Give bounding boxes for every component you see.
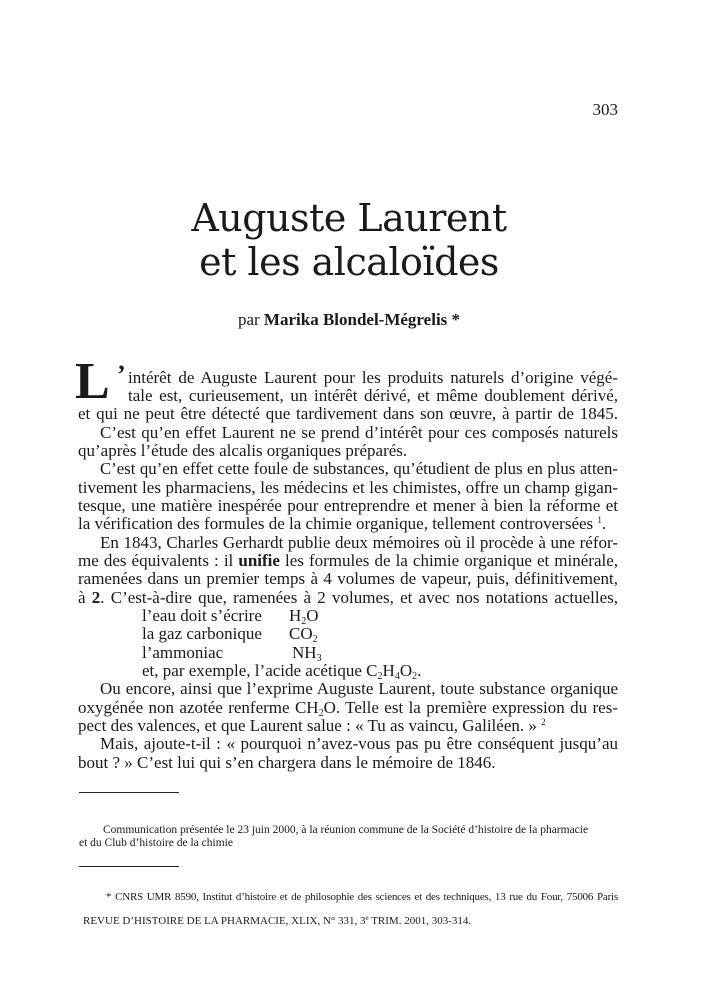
- text-span: REVUE D’HISTOIRE DE LA PHARMACIE, XLIX, N° 331, 3: [83, 915, 366, 927]
- formula-part: H: [289, 606, 302, 625]
- text-span: me des équivalents : il: [78, 551, 234, 570]
- formula-label-carbon-dioxide: la gaz carbonique: [142, 624, 262, 643]
- footnote-separator: [79, 792, 179, 793]
- article-title-line-1: Auguste Laurent: [191, 196, 507, 240]
- article-title-line-2: et les alcaloïdes: [199, 240, 499, 284]
- journal-reference: [83, 915, 471, 928]
- formula-part: O: [306, 606, 319, 625]
- text-span: et, par exemple, l’acide acétique C: [142, 661, 378, 680]
- formula-subscript: 4: [394, 671, 400, 682]
- paragraph-3-text: la vérification des formules de la chimie organique, tellement controversées: [78, 514, 594, 533]
- paragraph-5-line: [78, 717, 618, 735]
- paragraph-3-line: tivement les pharmaciens, les médecins et les chimistes, offre un champ gigan-: [78, 478, 618, 497]
- byline-prefix: par: [237, 310, 260, 329]
- paragraph-2-line: qu’après l’étude des alcalis organiques préparés.: [78, 441, 408, 460]
- formula-subscript: 3: [316, 653, 322, 664]
- page-number: 303: [592, 100, 618, 119]
- paragraph-6-line: Mais, ajoute-t-il : « pourquoi n’avez-vous pas pu être conséquent jusqu’au: [100, 734, 618, 753]
- text-span: les formules de la chimie organique et minérale,: [285, 551, 619, 570]
- footnote-communication-line: et du Club d’histoire de la chimie: [79, 837, 233, 849]
- paragraph-4-line: ramenées dans un premier temps à 4 volumes de vapeur, puis, définitivement,: [78, 569, 618, 588]
- drop-cap-apostrophe: ’: [117, 360, 126, 389]
- formula-part: CO: [289, 624, 313, 643]
- acetic-acid-line: [142, 662, 421, 680]
- paragraph-1-line: intérêt de Auguste Laurent pour les produits naturels d’origine végé-: [128, 368, 618, 387]
- formula-label-ammonia: l’ammoniac: [142, 643, 224, 662]
- paragraph-4-line: [78, 552, 618, 570]
- author-name: Marika Blondel-Mégrelis *: [263, 310, 461, 329]
- footnote-communication-line: Communication présentée le 23 juin 2000, à la réunion commune de la Société d’histoire de la pharmacie: [103, 824, 589, 836]
- formula-carbon-dioxide: [289, 625, 318, 643]
- formula-part: H: [382, 661, 395, 680]
- paragraph-3-line: C’est qu’en effet cette foule de substances, qu’étudient de plus en plus atten-: [100, 459, 618, 478]
- paragraph-4-line: [78, 589, 618, 607]
- footnote-separator: [79, 866, 179, 867]
- text-span: oxygénée non azotée renferme CH: [78, 698, 319, 717]
- formula-subscript: 2: [318, 708, 324, 719]
- byline: [0, 310, 698, 330]
- footnote-affiliation: * CNRS UMR 8590, Institut d’histoire et de philosophie des sciences et des techniques, 13 rue du Four, 75006 Paris: [106, 891, 618, 903]
- formula-subscript: 2: [301, 616, 307, 627]
- formula-part: O: [399, 661, 413, 680]
- text-span: TRIM. 2001, 303-314.: [368, 915, 472, 927]
- paragraph-6-line: bout ? » C’est lui qui s’en chargera dans le mémoire de 1846.: [78, 753, 496, 772]
- paragraph-2-line: C’est qu’en effet Laurent ne se prend d’intérêt pour ces composés naturels: [100, 423, 618, 442]
- footnote-ref-1: 1: [597, 515, 602, 525]
- formula-label-water: l’eau doit s’écrire: [142, 606, 262, 625]
- formula-part: NH: [292, 643, 317, 662]
- paragraph-4-line: En 1843, Charles Gerhardt publie deux mémoires où il procède à une réfor-: [100, 533, 618, 552]
- paragraph-3-line: la vérification des formules de la chimie organique, tellement controversées $^1$.: [78, 514, 607, 533]
- paragraph-1-line: tale est, curieusement, un intérêt dérivé, et même doublement dérivé,: [128, 386, 618, 405]
- paragraph-3-line: tesque, une matière inespérée pour entreprendre et mener à bien la réforme et: [78, 496, 618, 515]
- text-span: pect des valences, et que Laurent salue : « Tu as vaincu, Galiléen. »: [78, 716, 537, 735]
- paragraph-5-line: Ou encore, ainsi que l’exprime Auguste Laurent, toute substance organique: [100, 679, 618, 698]
- formula-water: [289, 607, 319, 625]
- bold-unifie: unifie: [238, 551, 280, 570]
- formula-subscript: 2: [412, 671, 418, 682]
- formula-subscript: 2: [377, 671, 383, 682]
- footnote-ref-2: 2: [541, 717, 546, 727]
- bold-two: 2: [91, 588, 101, 607]
- paragraph-5-line: [78, 699, 618, 717]
- text-span: .: [417, 661, 422, 680]
- paragraph-1-line: et qui ne peut être détecté que tardivement dans son œuvre, à partir de 1845.: [78, 404, 618, 423]
- drop-cap: L: [75, 353, 110, 410]
- text-span: O. Telle est la première expression du res-: [323, 698, 618, 717]
- text-span: . C’est-à-dire que, ramenées à 2 volumes, et avec nos notations actuelles,: [100, 588, 618, 607]
- text-span: à: [78, 588, 86, 607]
- superscript: e: [365, 914, 369, 922]
- formula-subscript: 2: [312, 634, 318, 645]
- formula-ammonia: [292, 644, 322, 662]
